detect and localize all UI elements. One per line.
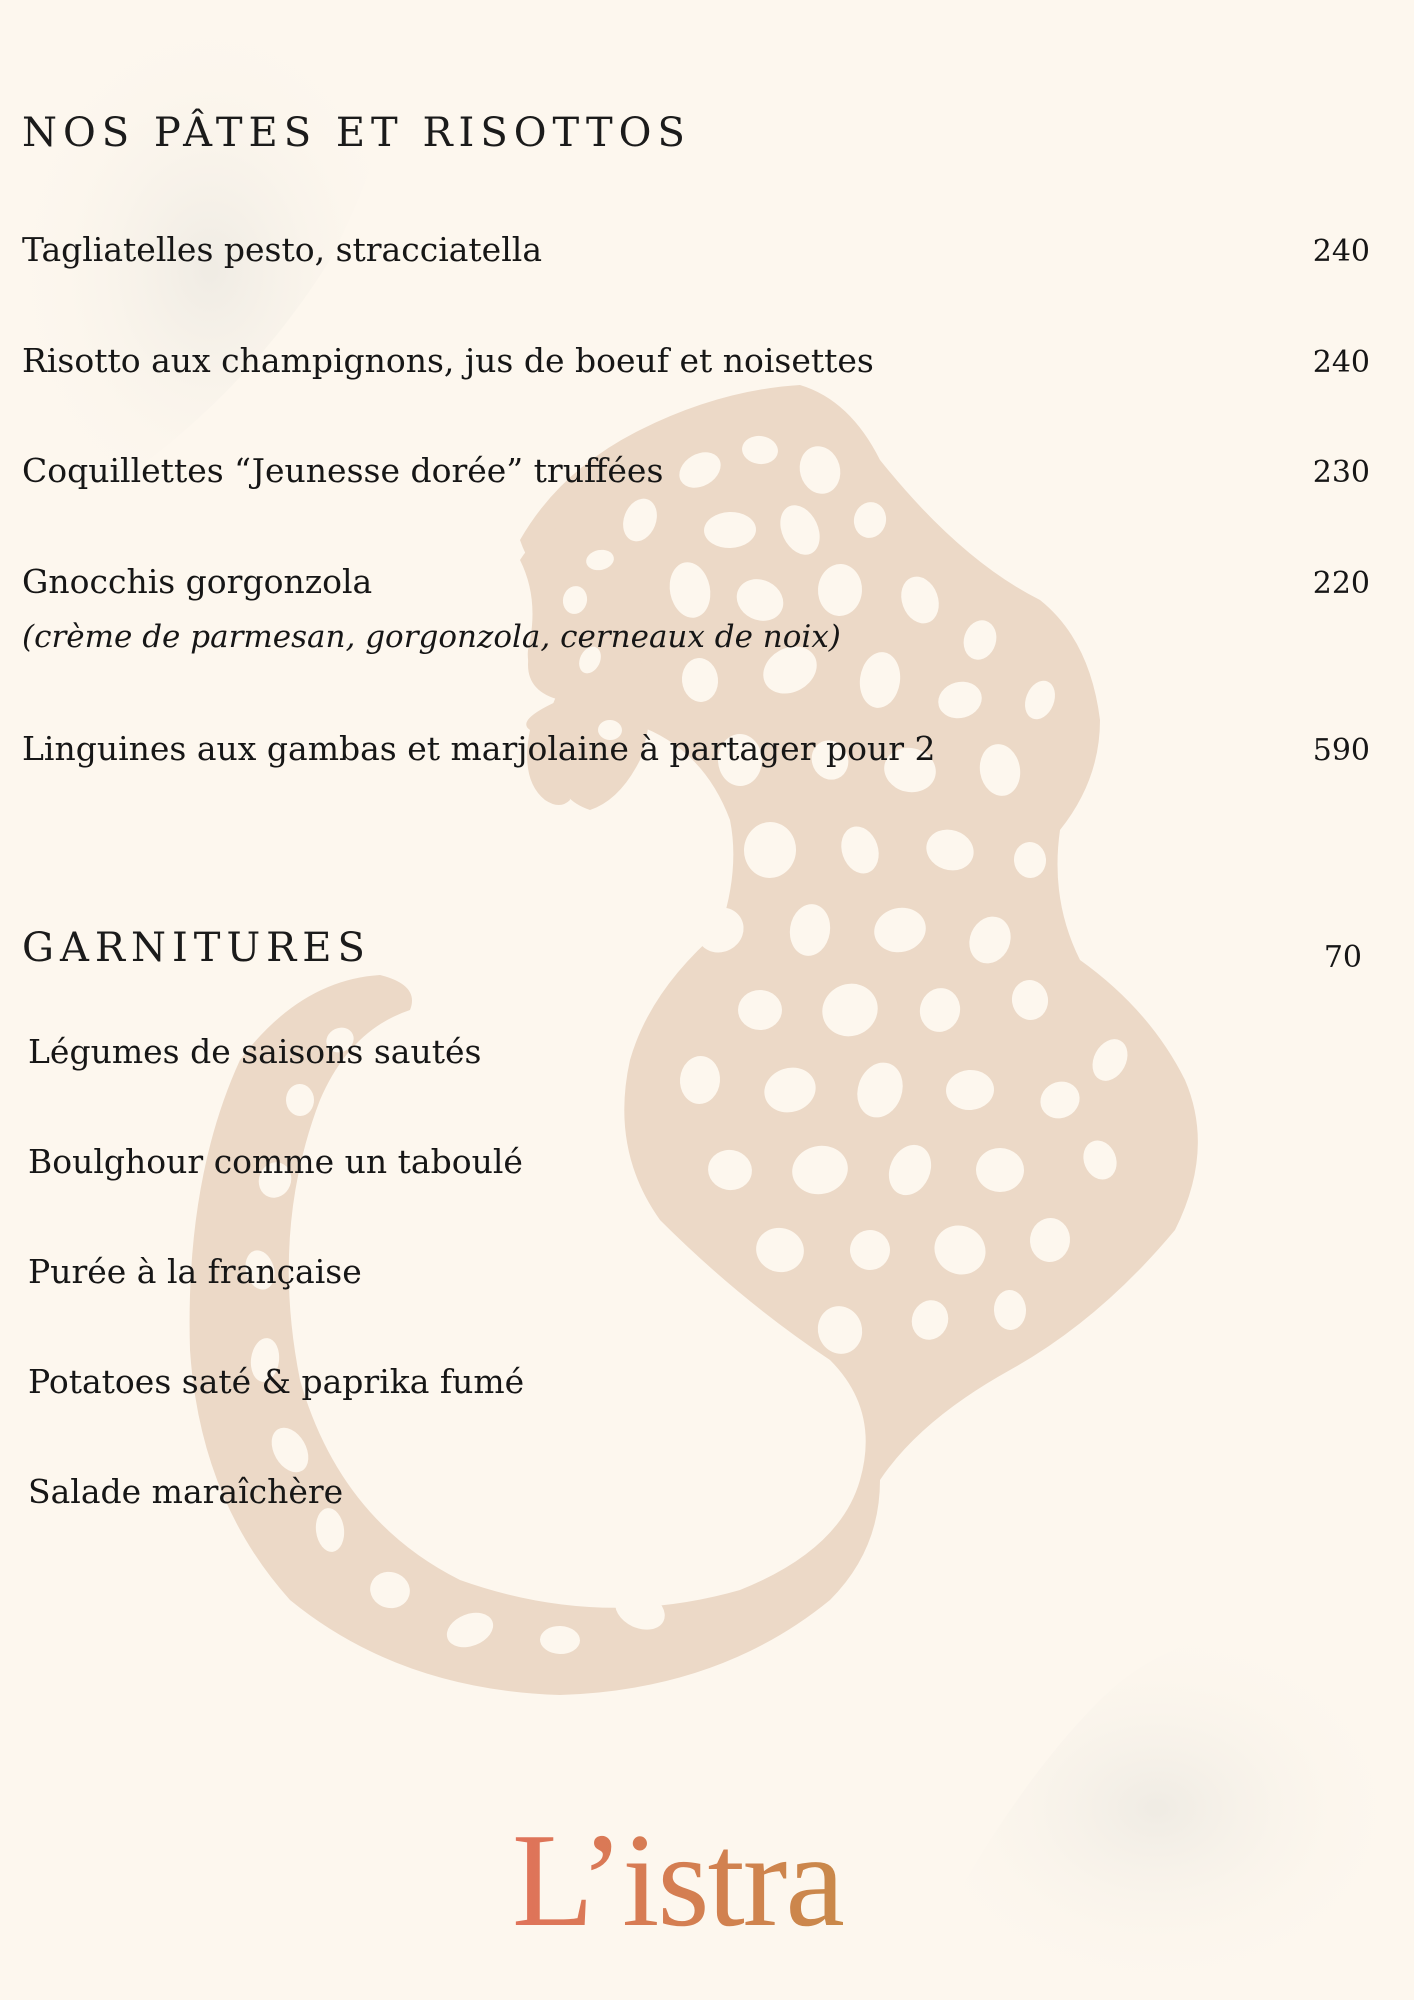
- item-description: (crème de parmesan, gorgonzola, cerneaux de noix): [22, 619, 841, 655]
- list-item: Salade maraîchère: [28, 1472, 344, 1511]
- item-price: 230: [1312, 455, 1370, 490]
- list-item: Purée à la française: [28, 1252, 362, 1291]
- list-item: Légumes de saisons sautés: [28, 1032, 482, 1071]
- garnitures-section-title: GARNITURES: [22, 925, 371, 971]
- garnitures-price: 70: [1323, 940, 1362, 975]
- logo-text: L’istra: [512, 1806, 843, 1954]
- item-name: Gnocchis gorgonzola: [22, 562, 373, 601]
- item-price: 240: [1312, 345, 1370, 380]
- list-item: Boulghour comme un taboulé: [28, 1142, 523, 1181]
- pasta-section-title: NOS PÂTES ET RISOTTOS: [22, 110, 691, 156]
- item-name: Tagliatelles pesto, stracciatella: [22, 230, 542, 269]
- item-price: 240: [1312, 234, 1370, 269]
- list-item: Potatoes saté & paprika fumé: [28, 1362, 525, 1401]
- item-name: Risotto aux champignons, jus de boeuf et noisettes: [22, 341, 874, 380]
- item-name: Coquillettes “Jeunesse dorée” truffées: [22, 451, 664, 490]
- item-price: 220: [1312, 566, 1370, 601]
- item-price: 590: [1312, 733, 1370, 768]
- item-name: Linguines aux gambas et marjolaine à partager pour 2: [22, 729, 936, 768]
- brand-logo: [512, 1806, 843, 1954]
